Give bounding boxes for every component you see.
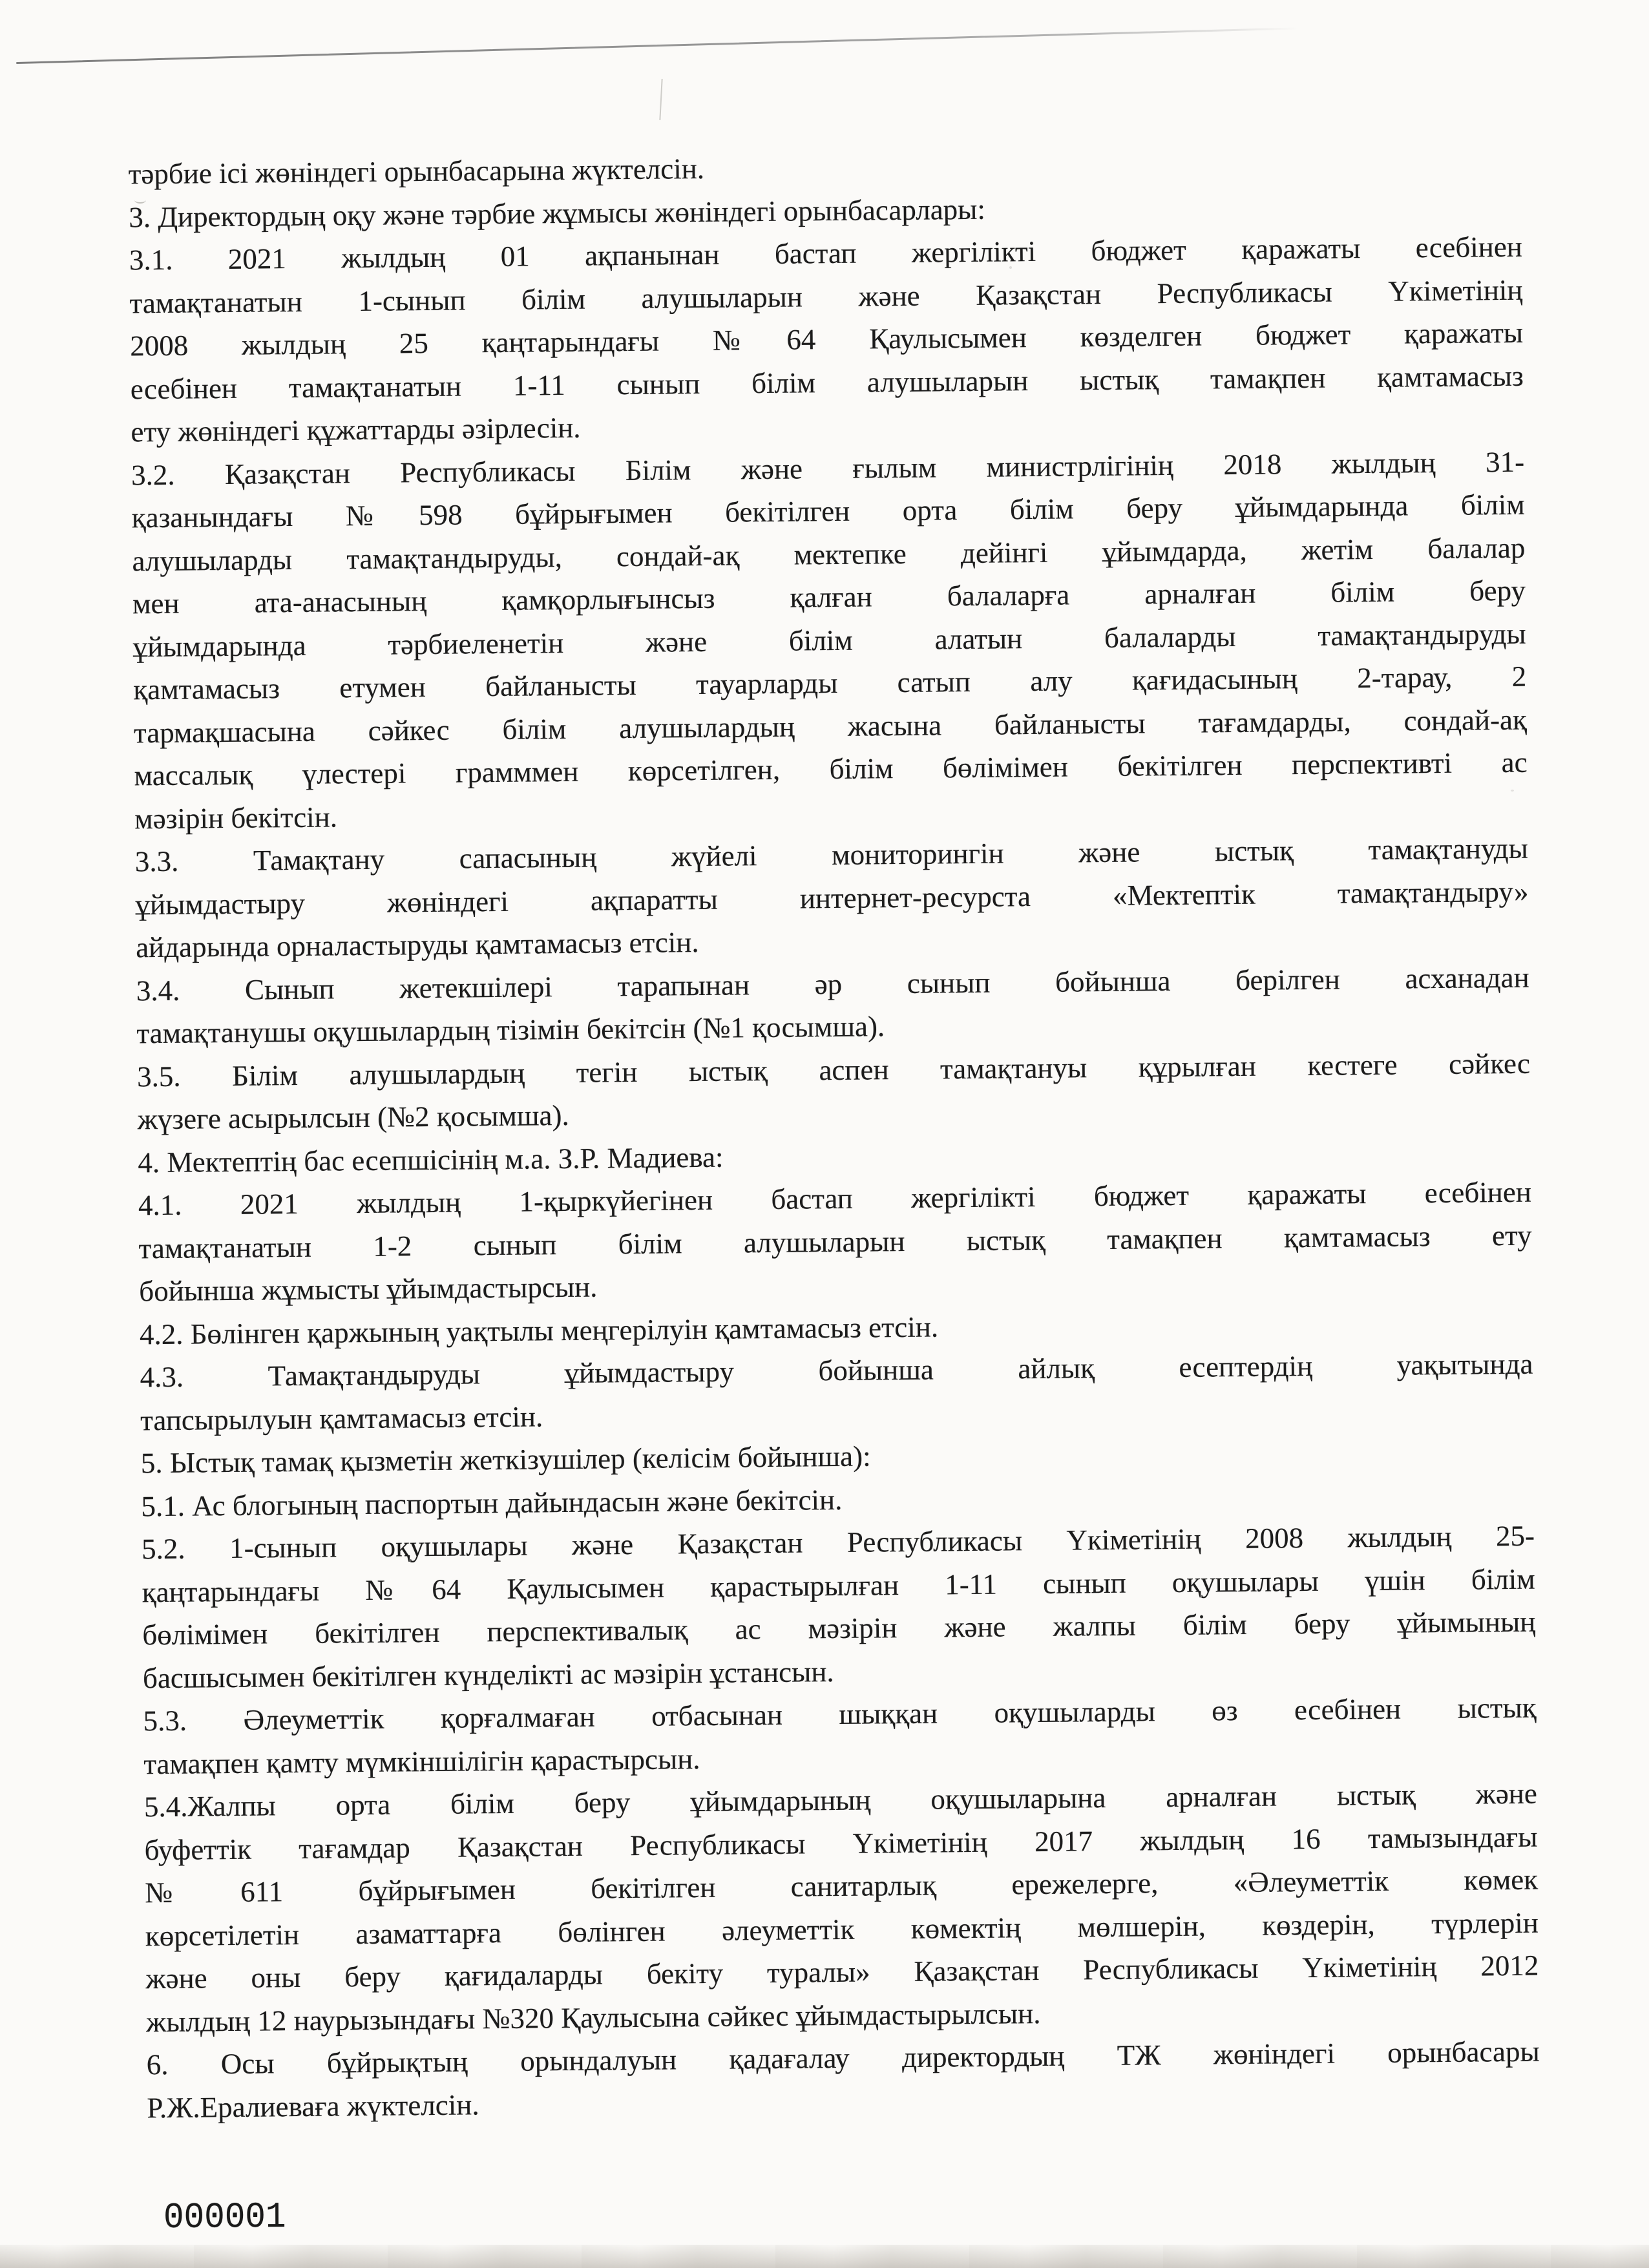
document-text bbox=[128, 140, 1540, 2130]
text-line: тармақшасына сәйкес білім алушылардың жасына байланысты тағамдарды, сондай-ақ bbox=[133, 703, 1528, 749]
text-line: 5.3. Әлеуметтік қорғалмаған отбасынан шыққан оқушыларды өз есебінен ыстық bbox=[143, 1691, 1537, 1738]
text-line: 4.3. Тамақтандыруды ұйымдастыру бойынша айлық есептердің уақытында bbox=[140, 1347, 1533, 1394]
text-line: бөлімімен бекітілген перспективалық ас мәзірін және жалпы білім беру ұйымының bbox=[142, 1605, 1536, 1652]
text-line: 3.1. 2021 жылдың 01 ақпанынан бастап жергілікті бюджет қаражаты есебінен bbox=[129, 230, 1523, 277]
text-line: 3.4. Сынып жетекшілері тарапынан әр сынып бойынша берілген асханадан bbox=[136, 961, 1529, 1007]
text-line: мен ата-анасының қамқорлығынсыз қалған балаларға арналған білім беру bbox=[132, 574, 1526, 620]
text-line: тамақпен қамту мүмкіншілігін қарастырсын. bbox=[143, 1742, 700, 1780]
text-line: буфеттік тағамдар Қазақстан Республикасы Үкіметінің 2017 жылдың 16 тамызындағы bbox=[144, 1820, 1538, 1866]
scan-speck bbox=[659, 79, 662, 120]
text-line: басшысымен бекітілген күнделікті ас мәзірін ұстансын. bbox=[142, 1655, 834, 1694]
text-line: 4.1. 2021 жылдың 1-қыркүйегінен бастап жергілікті бюджет қаражаты есебінен bbox=[138, 1175, 1532, 1222]
text-line: 5.4.Жалпы орта білім беру ұйымдарының оқушыларына арналған ыстық және bbox=[143, 1777, 1538, 1823]
text-line: ету жөніндегі құжаттарды әзірлесін. bbox=[131, 411, 581, 448]
text-line: 5.1. Ас блогының паспортын дайындасын және бекітсін. bbox=[141, 1483, 843, 1522]
text-line: көрсетілетін азаматтарға бөлінген әлеуметтік көмектің мөлшерін, көздерін, түрлерін bbox=[145, 1906, 1539, 1952]
text-line: 3.2. Қазақстан Республикасы Білім және ғылым министрлігінің 2018 жылдың 31- bbox=[131, 445, 1525, 491]
scanner-edge-shadow bbox=[0, 2245, 1649, 2268]
text-line: алушыларды тамақтандыруды, сондай-ақ мектепке дейінгі ұйымдарда, жетім балалар bbox=[132, 531, 1526, 577]
text-line: 5. Ыстық тамақ қызметін жеткізушілер (келісім бойынша): bbox=[140, 1440, 871, 1480]
text-line: қаңтарындағы №64 Қаулысымен қарастырылған 1-11 сынып оқушылары үшін білім bbox=[142, 1562, 1535, 1608]
text-line: Р.Ж.Ералиеваға жүктелсін. bbox=[147, 2088, 479, 2124]
text-line: тамақтанушы оқушылардың тізімін бекітсін (№1 қосымша). bbox=[136, 1010, 885, 1050]
text-line: 6. Осы бұйрықтың орындалуын қадағалау директордың ТЖ жөніндегі орынбасары bbox=[146, 2035, 1540, 2081]
text-line: ұйымдастыру жөніндегі ақпаратты интернет-ресурста «Мектептік тамақтандыру» bbox=[135, 875, 1529, 921]
text-line: қамтамасыз етумен байланысты тауарларды сатып алу қағидасының 2-тарау, 2 bbox=[133, 660, 1527, 706]
text-line: жүзеге асырылсын (№2 қосымша). bbox=[137, 1098, 569, 1136]
text-line: 4. Мектептің бас есепшісінің м.а. З.Р. Мадиева: bbox=[138, 1140, 724, 1179]
text-line: бойынша жұмысты ұйымдастырсын. bbox=[139, 1270, 598, 1308]
text-line: 4.2. Бөлінген қаржының уақтылы меңгерілуін қамтамасыз етсін. bbox=[139, 1310, 939, 1350]
text-line: жылдың 12 наурызындағы №320 Қаулысына сәйкес ұйымдастырылсын. bbox=[145, 1997, 1041, 2038]
text-line: және оны беру қағидаларды бекіту туралы» Қазақстан Республикасы Үкіметінің 2012 bbox=[145, 1949, 1539, 1995]
text-line: қазанындағы №598 бұйрығымен бекітілген орта білім беру ұйымдарында білім bbox=[131, 488, 1525, 534]
text-line: тапсырылуын қамтамасыз етсін. bbox=[140, 1400, 543, 1436]
text-line: массалық үлестері грамммен көрсетілген, білім бөлімімен бекітілген перспективті ас bbox=[134, 746, 1528, 792]
text-line: ұйымдарында тәрбиеленетін және білім алатын балаларды тамақтандыруды bbox=[132, 617, 1526, 663]
text-line: тамақтанатын 1-сынып білім алушыларын және Қазақстан Республикасы Үкіметінің bbox=[129, 273, 1523, 319]
text-line: 3. Директордың оқу және тәрбие жұмысы жөніндегі орынбасарлары: bbox=[129, 193, 986, 233]
text-line: тәрбие ісі жөніндегі орынбасарына жүктелсін. bbox=[128, 152, 705, 191]
text-line: №611 бұйрығымен бекітілген санитарлық ережелерге, «Әлеуметтік көмек bbox=[144, 1863, 1539, 1909]
page-number-stamp: 000001 bbox=[163, 2196, 286, 2238]
text-line: тамақтанатын 1-2 сынып білім алушыларын ыстық тамақпен қамтамасыз ету bbox=[138, 1219, 1532, 1265]
text-line: 5.2. 1-сынып оқушылары және Қазақстан Республикасы Үкіметінің 2008 жылдың 25- bbox=[141, 1519, 1535, 1566]
text-line: есебінен тамақтанатын 1-11 сынып білім алушыларын ыстық тамақпен қамтамасыз bbox=[130, 359, 1524, 405]
scan-artifact-line bbox=[16, 27, 1298, 64]
text-line: айдарында орналастыруды қамтамасыз етсін. bbox=[135, 925, 699, 964]
text-line: 3.5. Білім алушылардың тегін ыстық аспен тамақтануы құрылған кестеге сәйкес bbox=[136, 1047, 1531, 1093]
text-line: 2008 жылдың 25 қаңтарындағы №64 Қаулысымен көзделген бюджет қаражаты bbox=[129, 316, 1524, 362]
text-line: 3.3. Тамақтану сапасының жүйелі мониторингін және ыстық тамақтануды bbox=[134, 832, 1529, 878]
text-line: мәзірін бекітсін. bbox=[134, 800, 338, 835]
